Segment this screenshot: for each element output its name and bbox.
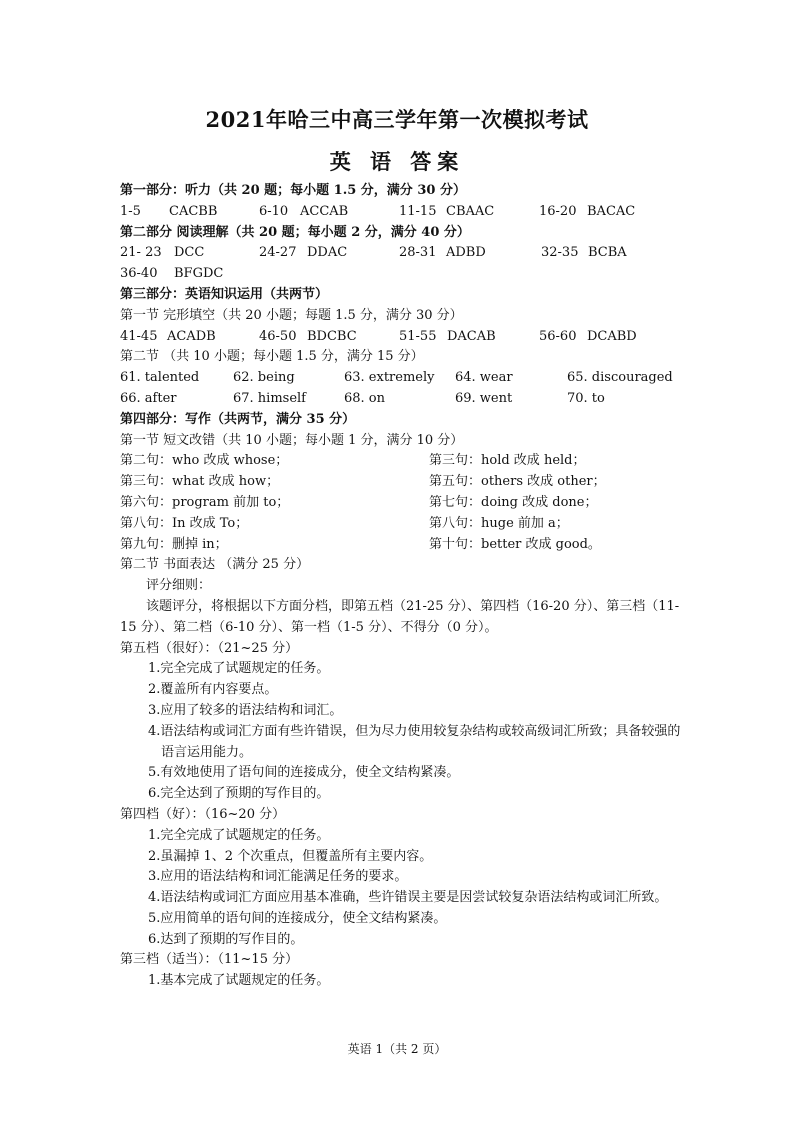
- part3-section2-answers-row: [120, 368, 680, 389]
- part1-heading: 第一部分：听力（共 20 题；每小题 1.5 分，满分 30 分）: [120, 183, 466, 198]
- grade3-heading: 第三档（适当）：（11~15 分）: [120, 952, 299, 968]
- grade5-item: 4.语法结构或词汇方面有些许错误，但为尽力使用较复杂结构或较高级词汇所致；具备较强的语言运用能力。: [148, 723, 681, 760]
- answer-range: 32-35: [541, 245, 579, 261]
- grade4-item: 1.完全完成了试题规定的任务。: [148, 827, 330, 843]
- correction-item: 第六句：program 前加 to；: [120, 494, 290, 510]
- correction-item: 第七句：doing 改成 done；: [429, 494, 598, 510]
- answer-item: 63. extremely: [344, 370, 435, 386]
- answer-value: BACAC: [587, 203, 636, 219]
- part3-section1-answers-row: [120, 327, 680, 348]
- answer-value: BFGDC: [174, 266, 224, 282]
- correction-item: 第二句：who 改成 whose；: [120, 453, 289, 469]
- correction-item: 第五句：others 改成 other；: [429, 474, 606, 490]
- grade5-item: 6.完全达到了预期的写作目的。: [148, 786, 330, 802]
- correction-row: [120, 535, 680, 556]
- grade5-item: 3.应用了较多的语法结构和词汇。: [148, 702, 343, 718]
- answer-range: 11-15: [399, 203, 437, 219]
- answer-value: DCABD: [587, 328, 637, 344]
- grade4-item: 6.达到了预期的写作目的。: [148, 931, 304, 947]
- page-footer: 英语 1（共 2 页）: [347, 1042, 447, 1056]
- answer-range: 46-50: [259, 328, 297, 344]
- correction-item: 第八句：In 改成 To；: [120, 515, 249, 531]
- grade5-item: 5.有效地使用了语句间的连接成分，使全文结构紧凑。: [148, 765, 460, 781]
- answer-item: 65. discouraged: [567, 370, 673, 386]
- answer-range: 6-10: [259, 203, 289, 219]
- part2-answers-row: [120, 243, 680, 264]
- answer-content: [120, 181, 680, 992]
- correction-item: 第九句：删掉 in；: [120, 536, 228, 552]
- part3-section1-heading: 第一节 完形填空（共 20 小题；每题 1.5 分，满分 30 分）: [120, 307, 463, 323]
- grade4-item: 4.语法结构或词汇方面应用基本准确，些许错误主要是因尝试较复杂语法结构或词汇所致。: [148, 890, 668, 906]
- answer-item: 68. on: [344, 390, 386, 406]
- answer-value: BDCBC: [307, 328, 357, 344]
- correction-item: 第八句：huge 前加 a；: [429, 515, 569, 531]
- answer-range: 56-60: [539, 328, 577, 344]
- part2-answers-row: [120, 264, 680, 285]
- correction-item: 第三句：hold 改成 held；: [429, 453, 586, 469]
- answer-range: 24-27: [259, 245, 297, 261]
- grade4-item: 3.应用的语法结构和词汇能满足任务的要求。: [148, 869, 408, 885]
- grade3-item: 1.基本完成了试题规定的任务。: [148, 973, 330, 989]
- answer-value: ACCAB: [300, 203, 349, 219]
- correction-row: [120, 493, 680, 514]
- answer-item: 70. to: [567, 390, 605, 406]
- answer-value: DCC: [174, 245, 205, 261]
- answer-value: CACBB: [169, 203, 218, 219]
- correction-row: [120, 514, 680, 535]
- part4-section2-heading: 第二节 书面表达 （满分 25 分）: [120, 557, 310, 573]
- correction-item: 第十句：better 改成 good。: [429, 536, 601, 552]
- part1-answers-row: [120, 202, 680, 223]
- grade4-item: 5.应用简单的语句间的连接成分，使全文结构紧凑。: [148, 910, 447, 926]
- part3-heading: 第三部分：英语知识运用（共两节）: [120, 286, 329, 302]
- answer-range: 1-5: [120, 203, 141, 219]
- answer-value: ACADB: [167, 328, 216, 344]
- grade5-heading: 第五档（很好）：（21~25 分）: [120, 640, 299, 656]
- correction-row: [120, 472, 680, 493]
- grade4-item: 2.虽漏掉 1、2 个次重点，但覆盖所有主要内容。: [148, 848, 433, 864]
- answer-item: 62. being: [233, 370, 295, 386]
- answer-range: 16-20: [539, 203, 577, 219]
- answer-item: 61. talented: [120, 370, 200, 386]
- grade5-item: 1.完全完成了试题规定的任务。: [148, 661, 330, 677]
- part3-section2-answers-row: [120, 389, 680, 410]
- answer-value: CBAAC: [446, 203, 495, 219]
- answer-range: 28-31: [399, 245, 437, 261]
- answer-range: 41-45: [120, 328, 158, 344]
- answer-range: 21- 23: [120, 245, 162, 261]
- answer-item: 64. wear: [455, 370, 513, 386]
- answer-range: 51-55: [399, 328, 437, 344]
- answer-value: DACAB: [447, 328, 496, 344]
- scoring-rules-label: 评分细则：: [146, 578, 212, 594]
- answer-item: 69. went: [455, 390, 513, 406]
- answer-item: 67. himself: [233, 390, 306, 406]
- part3-section2-heading: 第二节 （共 10 小题；每小题 1.5 分，满分 15 分）: [120, 349, 424, 365]
- scoring-rules-intro: 该题评分，将根据以下方面分档，即第五档（21-25 分）、第四档（16-20 分）、第三档（11-15 分）、第二档（6-10 分）、第一档（1-5 分）、不得分（0 分）。: [120, 598, 680, 635]
- part4-heading: 第四部分：写作（共两节，满分 35 分）: [120, 411, 356, 427]
- correction-row: [120, 451, 680, 472]
- answer-range: 36-40: [120, 266, 158, 282]
- grade5-item: 2.覆盖所有内容要点。: [148, 682, 278, 698]
- answer-value: BCBA: [588, 245, 627, 261]
- answer-item: 66. after: [120, 390, 177, 406]
- part2-heading: 第二部分 阅读理解（共 20 题；每小题 2 分，满分 40 分）: [120, 224, 470, 240]
- correction-item: 第三句：what 改成 how；: [120, 474, 280, 490]
- answer-value: DDAC: [307, 245, 348, 261]
- page-subtitle: 英 语 答案: [329, 149, 465, 174]
- page-title: 2021年哈三中高三学年第一次模拟考试: [205, 107, 589, 132]
- grade4-heading: 第四档（好）：（16~20 分）: [120, 806, 286, 822]
- answer-value: ADBD: [446, 245, 486, 261]
- part4-section1-heading: 第一节 短文改错（共 10 小题；每小题 1 分，满分 10 分）: [120, 432, 464, 448]
